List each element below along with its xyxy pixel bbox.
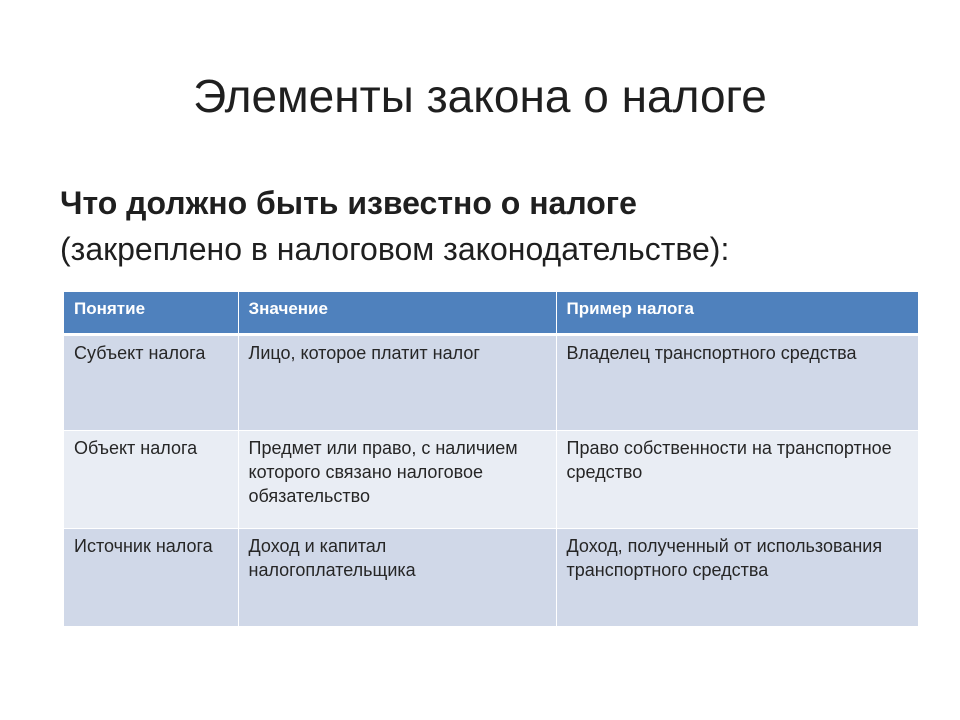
table-cell-example: Право собственности на транспортное средство — [556, 430, 918, 528]
header-example: Пример налога — [556, 292, 918, 334]
table-cell-concept: Субъект налога — [64, 334, 238, 430]
table-cell-concept: Объект налога — [64, 430, 238, 528]
table-header-row — [64, 292, 918, 334]
header-meaning: Значение — [238, 292, 556, 334]
table-cell-meaning: Предмет или право, с наличием которого связано налоговое обязательство — [238, 430, 556, 528]
slide-title: Элементы закона о налоге — [193, 70, 767, 122]
tax-elements-table — [64, 292, 918, 627]
subtitle-normal-text: (закреплено в налоговом законодательстве): — [60, 231, 730, 267]
table-cell-example: Доход, полученный от использования транспортного средства — [556, 528, 918, 626]
table-cell-example: Владелец транспортного средства — [556, 334, 918, 430]
table-row — [64, 334, 918, 430]
subtitle-bold-text: Что должно быть известно о налоге — [60, 185, 637, 221]
slide-subtitle — [60, 180, 920, 272]
table-cell-meaning: Доход и капитал налогоплательщика — [238, 528, 556, 626]
table-cell-meaning: Лицо, которое платит налог — [238, 334, 556, 430]
table-row — [64, 528, 918, 626]
table-cell-concept: Источник налога — [64, 528, 238, 626]
header-concept: Понятие — [64, 292, 238, 334]
table-row — [64, 430, 918, 528]
